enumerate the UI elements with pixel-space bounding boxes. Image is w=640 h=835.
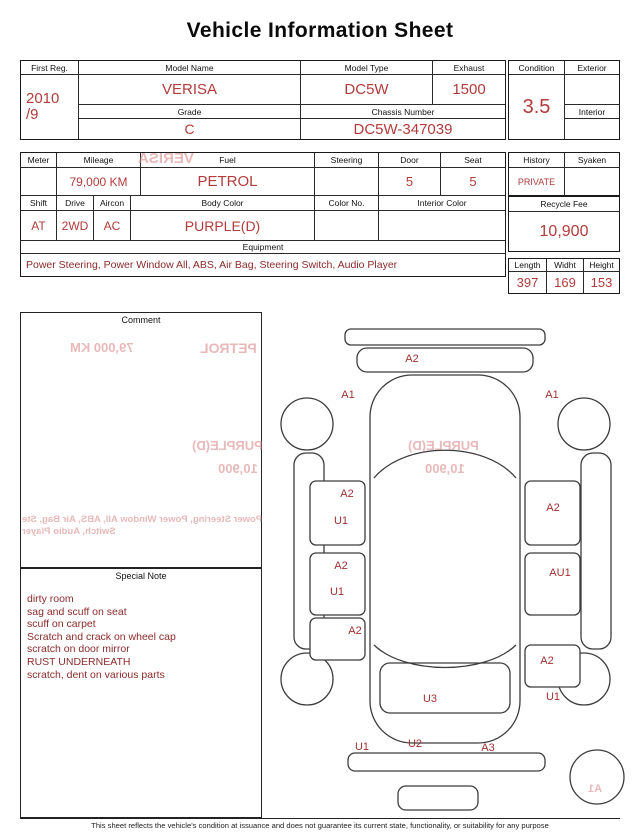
steering-label: Steering [315, 153, 379, 168]
height-value: 153 [590, 275, 613, 290]
interior-value [565, 119, 619, 139]
damage-label: A2 [546, 501, 560, 514]
model-name-label: Model Name [79, 61, 301, 75]
shift-value: AT [21, 211, 57, 241]
comment-panel [20, 312, 262, 568]
rear-bumper [348, 753, 545, 771]
aircon-label: Aircon [94, 196, 131, 211]
special-note-line: RUST UNDERNEATH [27, 655, 131, 668]
equipment-label: Equipment [21, 241, 505, 254]
damage-label: U3 [422, 692, 438, 705]
shift-label: Shift [21, 196, 57, 211]
model-type-label: Model Type [301, 61, 433, 75]
exhaust-value: 1500 [433, 75, 505, 105]
damage-label: AU1 [549, 566, 571, 579]
model-name-value: VERISA [79, 75, 301, 105]
history-table [508, 152, 620, 196]
color-no-label: Color No. [315, 196, 379, 211]
ghost-text: PURPLE(D) [408, 438, 479, 453]
first-reg-month: /9 [26, 106, 39, 123]
drive-value: 2WD [57, 211, 94, 241]
damage-label: A2 [540, 654, 554, 667]
ghost-text: PETROL [200, 340, 257, 356]
damage-label: U2 [407, 737, 423, 750]
damage-label: A2 [340, 487, 354, 500]
history-value: PRIVATE [509, 168, 565, 195]
interior-color-value [379, 211, 505, 241]
special-note-list [21, 593, 261, 681]
interior-label: Interior [565, 105, 619, 119]
drive-label: Drive [57, 196, 94, 211]
front-bumper [345, 329, 545, 345]
spare-tire [570, 750, 624, 804]
length-value: 397 [509, 272, 547, 293]
hood-panel [357, 348, 533, 372]
body-color-value: PURPLE(D) [131, 211, 315, 241]
license-plate-panel [398, 786, 478, 810]
special-note-label: Special Note [115, 571, 167, 581]
ghost-text: A1 [588, 783, 603, 795]
chassis-number-label: Chassis Number [301, 105, 505, 119]
width-label: Widht [547, 259, 584, 272]
door-value: 5 [379, 168, 441, 196]
damage-label: A1 [545, 388, 559, 401]
door-panel-rear-right [525, 553, 580, 615]
first-reg-label: First Reg. [21, 61, 79, 75]
special-note-line: Scratch and crack on wheel cap [27, 630, 176, 643]
damage-label: A3 [481, 741, 495, 754]
first-reg-year: 2010 [26, 90, 60, 107]
registration-table [20, 60, 506, 140]
disclaimer-text: This sheet reflects the vehicle's condition at issuance and does not guarantee its current state, functionality, or suitability for any purpose [20, 818, 620, 830]
damage-label: U1 [354, 740, 370, 753]
special-note-line: scuff on carpet [27, 618, 96, 631]
damage-label: U1 [333, 514, 349, 527]
car-diagram [270, 313, 635, 818]
grade-label: Grade [79, 105, 301, 119]
first-reg-value [21, 75, 79, 139]
aircon-value: AC [94, 211, 131, 241]
wheel-rear-left [281, 653, 333, 705]
exterior-value [565, 75, 619, 105]
page-title: Vehicle Information Sheet [186, 19, 454, 42]
damage-label: U1 [329, 585, 345, 598]
history-label: History [509, 153, 565, 168]
meter-value [21, 168, 57, 196]
damage-label: A2 [405, 352, 419, 365]
rocker-panel-right [581, 453, 611, 649]
fuel-label: Fuel [141, 153, 315, 168]
color-no-value [315, 211, 379, 241]
mileage-value: 79,000 KM [57, 168, 141, 196]
chassis-number-value: DC5W-347039 [353, 120, 453, 138]
special-note-line: sag and scuff on seat [27, 605, 127, 618]
ghost-text: VERISA [138, 150, 194, 167]
ghost-text: 10,900 [425, 461, 465, 476]
condition-table [508, 60, 620, 140]
interior-color-label: Interior Color [379, 196, 505, 211]
height-label: Height [584, 259, 619, 272]
syaken-value [565, 168, 619, 195]
width-value: 169 [547, 272, 584, 293]
length-label: Length [509, 259, 547, 272]
damage-label: A2 [348, 624, 362, 637]
ghost-text: Power Steering, Power Window All, ABS, Air Bag, Ste [22, 514, 263, 525]
special-note-line: scratch on door mirror [27, 643, 130, 656]
meter-label: Meter [21, 153, 57, 168]
special-note-line: scratch, dent on various parts [27, 668, 165, 681]
ghost-text: 79,000 KM [70, 340, 134, 355]
recycle-fee-table [508, 196, 620, 252]
equipment-value: Power Steering, Power Window All, ABS, Air Bag, Steering Switch, Audio Player [26, 259, 398, 271]
wheel-front-right [558, 398, 610, 450]
exterior-label: Exterior [565, 61, 619, 75]
condition-score: 3.5 [509, 75, 565, 139]
condition-label: Condition [509, 61, 565, 75]
mileage-label: Mileage [57, 153, 141, 168]
dimensions-table [508, 258, 620, 294]
door-label: Door [379, 153, 441, 168]
comment-label: Comment [121, 315, 161, 325]
ghost-text: Switch, Audio Player [22, 526, 116, 537]
ghost-text: PURPLE(D) [192, 438, 263, 453]
grade-value: C [79, 119, 301, 139]
damage-label: U1 [545, 690, 561, 703]
details-table [20, 152, 506, 277]
recycle-fee-value: 10,900 [539, 222, 589, 240]
fuel-value: PETROL [141, 168, 315, 196]
door-panel-front-left [310, 481, 365, 545]
damage-label: A2 [334, 559, 348, 572]
seat-value: 5 [441, 168, 505, 196]
special-note-panel [20, 568, 262, 818]
recycle-fee-label: Recycle Fee [509, 197, 619, 212]
exhaust-label: Exhaust [433, 61, 505, 75]
wheel-front-left [281, 398, 333, 450]
body-color-label: Body Color [131, 196, 315, 211]
steering-value [315, 168, 379, 196]
syaken-label: Syaken [565, 153, 619, 168]
special-note-line: dirty room [27, 593, 74, 605]
model-type-value: DC5W [301, 75, 433, 105]
ghost-text: 10,900 [218, 461, 258, 476]
damage-label: A1 [341, 388, 355, 401]
car-body [370, 375, 520, 743]
seat-label: Seat [441, 153, 505, 168]
